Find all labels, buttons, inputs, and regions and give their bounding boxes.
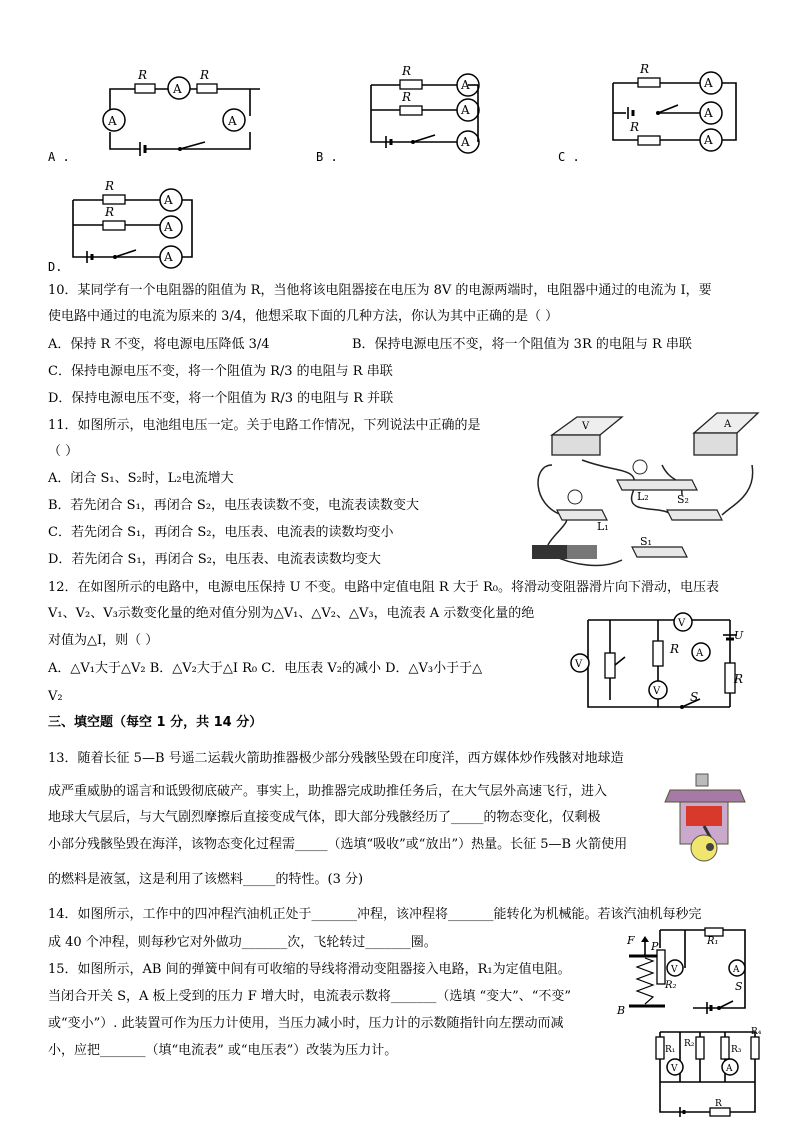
q15-line-4: 小，应把_______（填“电流表” 或“电压表”）改装为压力计。 [48,1043,398,1058]
s2-label: S₂ [677,493,689,506]
svg-text:V: V [671,1064,678,1074]
bottom-r3-label: R₃ [731,1045,742,1055]
q15-f-label: F [627,934,635,947]
q11-line-2: （ ） [48,444,79,459]
svg-text:V: V [653,686,661,697]
svg-text:V: V [582,421,590,432]
s1-label: S₁ [640,535,652,548]
q12-r0-label: R [734,672,744,686]
bottom-right-circuit-figure [655,1022,765,1117]
svg-text:V: V [671,965,678,975]
svg-text:A: A [696,648,704,659]
svg-text:V: V [575,659,583,670]
bottom-r4-label: R₄ [751,1027,762,1037]
svg-text:A: A [461,135,470,149]
q12-line-4: A．△V₁大于△V₂ B．△V₂大于△I R₀ C．电压表 V₂的减小 D．△V₃小于于△ [48,661,483,676]
q11-option-c: C．若先闭合 S₁，再闭合 S₂，电压表、电流表的读数均变小 [48,525,394,540]
q14-engine-figure [660,772,760,862]
q13-line-5: 的燃料是液氢，这是利用了该燃料_____的特性。(3 分) [48,872,364,887]
svg-text:A: A [733,965,740,975]
q10-line-1: 10．某同学有一个电阻器的阻值为 R，当他将该电阻器接在电压为 8V 的电源两端时，电阻器中通过的电流为 I，要 [48,283,712,298]
q14-line-1: 14．如图所示，工作中的四冲程汽油机正处于_______冲程，该冲程将_______能转化为机械能。若该汽油机每秒完 [48,907,702,922]
bottom-r2-label: R₂ [684,1039,695,1049]
svg-text:A: A [461,103,470,117]
q15-b-label: B [617,1004,626,1017]
q12-r-label: R [670,642,680,656]
svg-text:A: A [724,419,732,430]
q10-option-d: D．保持电源电压不变，将一个阻值为 R/3 的电阻与 R 并联 [48,391,394,406]
q12-line-3: 对值为△I，则（ ） [48,633,159,648]
q12-line-5: V₂ [48,689,63,704]
q15-s-label: S [735,980,743,993]
q11-apparatus-figure [522,405,762,575]
q14-line-2: 成 40 个冲程，则每秒它对外做功_______次，飞轮转过_______圈。 [48,935,437,950]
q10-option-a: A．保持 R 不变，将电源电压降低 3/4 [48,337,270,352]
svg-text:R: R [105,205,115,219]
q15-r2-label: R₂ [665,980,677,991]
circuit-diagram-a [100,66,260,161]
svg-text:A: A [228,114,237,128]
q15-pressure-gauge-figure [615,928,755,1016]
q11-line-1: 11．如图所示，电池组电压一定。关于电路工作情况，下列说法中正确的是 [48,418,481,433]
circuit-diagram-b [368,60,488,160]
svg-text:V: V [678,618,686,629]
l2-label: L₂ [637,490,649,503]
svg-text:R: R [200,68,210,82]
bottom-r1-label: R₁ [665,1045,676,1055]
section-3-title: 三、填空题（每空 1 分，共 14 分） [48,715,263,730]
q13-line-2: 成严重威胁的谣言和诋毁彻底破产。事实上，助推器完成助推任务后，在大气层外高速飞行，进入 [48,784,608,799]
q15-line-3: 或“变小”）. 此装置可作为压力计使用，当压力减小时，压力计的示数随指针向左摆动而减 [48,1016,564,1031]
q10-line-2: 使电路中通过的电流为原来的 3/4，他想采取下面的几种方法，你认为其中正确的是（ ） [48,309,559,324]
circuit-diagram-d [70,180,200,270]
q13-line-4: 小部分残骸坠毁在海洋，该物态变化过程需_____（选填“吸收”或“放出”）热量。长征 5—B 火箭使用 [48,837,628,852]
svg-text:R: R [640,62,650,76]
svg-text:R: R [402,64,412,78]
q11-option-d: D．若先闭合 S₁，再闭合 S₂，电压表、电流表读数均变大 [48,552,381,567]
svg-text:R: R [105,179,115,193]
q12-s-label: S [690,690,699,704]
svg-text:A: A [726,1064,733,1074]
svg-text:R: R [138,68,148,82]
q10-option-c: C．保持电源电压不变，将一个阻值为 R/3 的电阻与 R 串联 [48,364,393,379]
q15-r1-label: R₁ [707,936,719,947]
q15-p-label: P [651,940,659,953]
q13-line-3: 地球大气层后，与大气剧烈摩擦后直接变成气体，即大部分残骸经历了_____的物态变化，仅剩极 [48,810,601,825]
option-d-label: D. [48,260,63,274]
q12-line-2: V₁、V₂、V₃示数变化量的绝对值分别为△V₁、△V₂、△V₃，电流表 A 示数变化量的绝 [48,606,535,621]
svg-text:A: A [704,76,713,90]
q12-u-label: U [734,629,744,642]
q13-line-1: 13．随着长征 5—B 号遥二运载火箭助推器极少部分残骸坠毁在印度洋，西方媒体炒作残骸对地球造 [48,751,624,766]
q12-circuit-figure [570,605,755,717]
svg-text:A: A [164,193,173,207]
q15-line-1: 15．如图所示，AB 间的弹簧中间有可收缩的导线将滑动变阻器接入电路，R₁为定值电阻。 [48,962,571,977]
svg-text:A: A [164,220,173,234]
svg-text:A: A [704,106,713,120]
svg-text:A: A [173,82,182,96]
svg-text:R: R [402,90,412,104]
circuit-diagram-c [608,60,748,160]
bottom-r-label: R [715,1099,722,1109]
option-c-label: C . [558,150,580,164]
q10-option-b: B．保持电源电压不变，将一个阻值为 3R 的电阻与 R 串联 [352,337,692,352]
q11-option-b: B．若先闭合 S₁，再闭合 S₂，电压表读数不变，电流表读数变大 [48,498,420,513]
svg-text:A: A [704,133,713,147]
svg-text:A: A [164,250,173,264]
q15-line-2: 当闭合开关 S，A 板上受到的压力 F 增大时，电流表示数将_______（选填 “变大”、“不变” [48,989,572,1004]
q12-line-1: 12．在如图所示的电路中，电源电压保持 U 不变。电路中定值电阻 R 大于 R₀。将滑动变阻器滑片向下滑动，电压表 [48,580,719,595]
option-a-label: A . [48,150,70,164]
l1-label: L₁ [597,520,609,533]
option-b-label: B . [316,150,338,164]
svg-text:A: A [108,114,117,128]
svg-text:A: A [461,78,470,92]
q11-option-a: A．闭合 S₁、S₂时，L₂电流增大 [48,471,234,486]
svg-text:R: R [630,120,640,134]
